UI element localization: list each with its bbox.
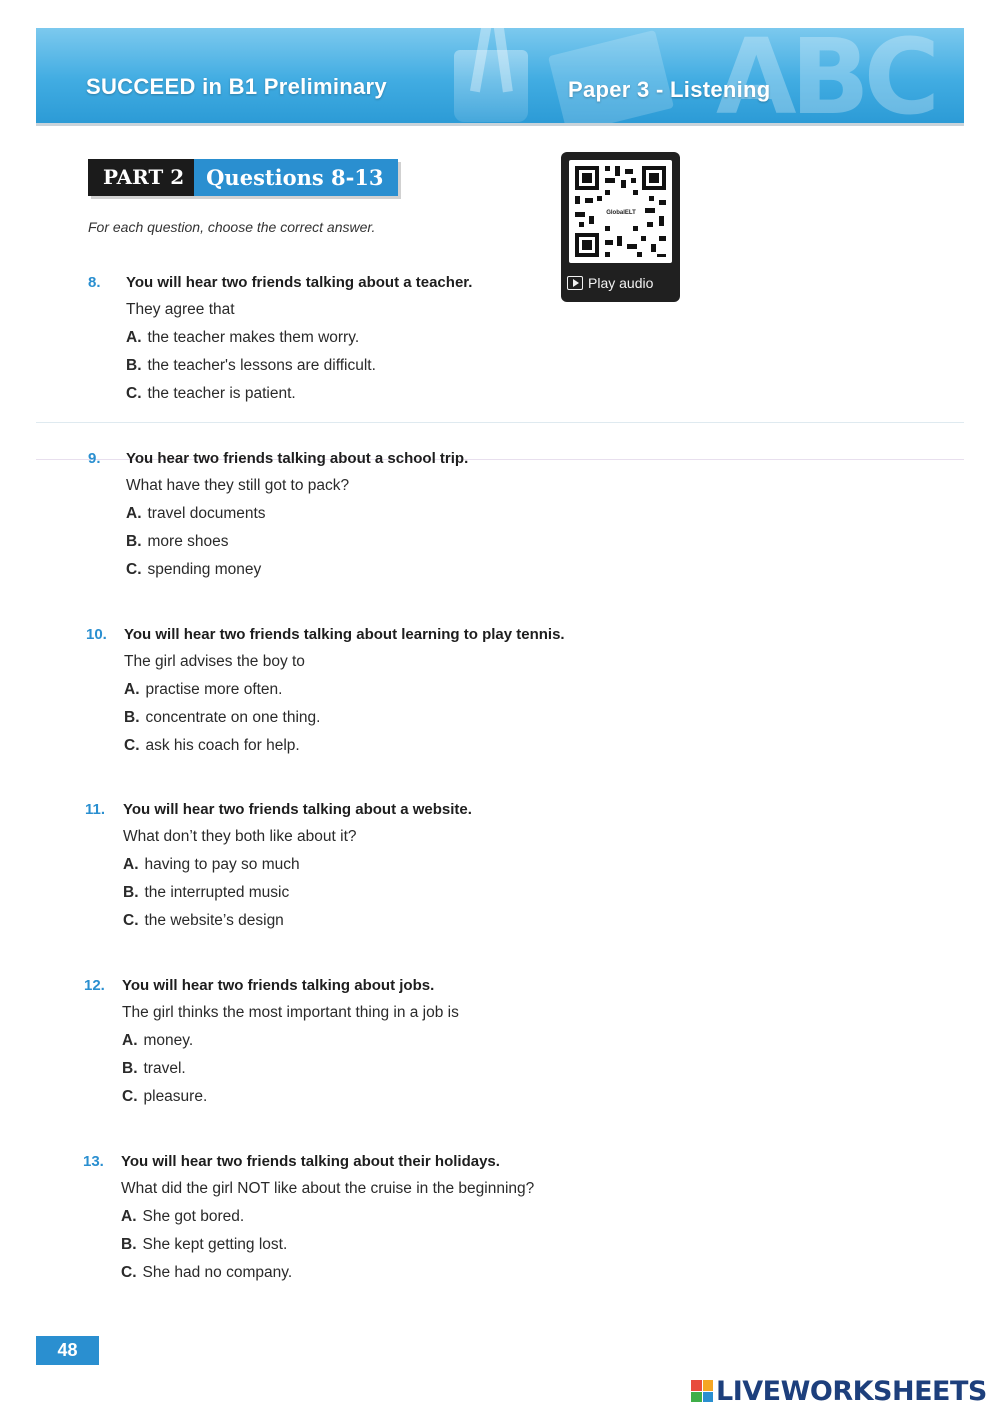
option-a[interactable]: A. money. [122,1032,194,1049]
question-stem: You will hear two friends talking about a website. [123,801,472,818]
question-9 [88,450,468,579]
option-c[interactable]: C. ask his coach for help. [124,737,300,754]
option-a[interactable]: A. travel documents [126,505,266,522]
question-number: 9. [88,450,101,467]
pencil-cup-decoration [454,50,528,122]
logo-squares-icon [691,1380,713,1402]
logo-wordmark: LIVEWORKSHEETS [716,1375,987,1407]
option-c[interactable]: C. She had no company. [121,1264,293,1281]
question-11 [85,801,472,930]
play-audio-label: Play audio [588,275,654,291]
question-prompt: They agree that [126,301,235,318]
question-prompt: The girl advises the boy to [124,653,305,670]
question-stem: You will hear two friends talking about jobs. [122,977,435,994]
question-prompt: The girl thinks the most important thing in a job is [122,1004,459,1021]
question-8 [88,274,472,403]
audio-qr-card[interactable] [561,152,680,302]
instruction-text: For each question, choose the correct answer. [88,219,376,235]
part-heading [88,159,398,196]
option-c[interactable]: C. spending money [126,561,262,578]
header-banner [36,28,964,126]
option-a[interactable]: A. having to pay so much [123,856,300,873]
option-a[interactable]: A. practise more often. [124,681,283,698]
question-stem: You will hear two friends talking about a teacher. [126,274,473,291]
question-12 [84,977,459,1106]
option-b[interactable]: B. the teacher's lessons are difficult. [126,357,376,374]
question-number: 8. [88,274,101,291]
option-b[interactable]: B. more shoes [126,533,229,550]
option-c[interactable]: C. the teacher is patient. [126,385,296,402]
option-b[interactable]: B. travel. [122,1060,186,1077]
question-10 [86,626,565,755]
option-c[interactable]: C. pleasure. [122,1088,208,1105]
question-number: 13. [83,1153,104,1170]
option-a[interactable]: A. She got bored. [121,1208,245,1225]
question-number: 10. [86,626,107,643]
divider-line [36,422,964,423]
qr-code [569,160,672,263]
play-icon [567,276,583,290]
question-number: 11. [85,801,106,818]
qr-brand-label: GlobalELT [599,209,643,217]
option-c[interactable]: C. the website’s design [123,912,284,929]
questions-range: Questions 8-13 [194,159,397,196]
option-b[interactable]: B. She kept getting lost. [121,1236,288,1253]
question-prompt: What did the girl NOT like about the cruise in the beginning? [121,1180,535,1197]
abc-decoration: ABC [716,28,935,126]
book-title: SUCCEED in B1 Preliminary [86,74,387,99]
question-prompt: What don’t they both like about it? [123,828,357,845]
option-b[interactable]: B. concentrate on one thing. [124,709,321,726]
play-audio-button[interactable] [567,275,653,291]
question-prompt: What have they still got to pack? [126,477,350,494]
option-b[interactable]: B. the interrupted music [123,884,290,901]
question-stem: You will hear two friends talking about their holidays. [121,1153,500,1170]
question-stem: You hear two friends talking about a school trip. [126,450,469,467]
liveworksheets-logo [691,1374,987,1408]
option-a[interactable]: A. the teacher makes them worry. [126,329,360,346]
part-label: PART 2 [88,159,194,196]
question-number: 12. [84,977,105,994]
question-stem: You will hear two friends talking about learning to play tennis. [124,626,565,643]
question-13 [83,1153,534,1282]
page-number: 48 [36,1336,99,1365]
paper-title: Paper 3 - Listening [568,77,771,102]
